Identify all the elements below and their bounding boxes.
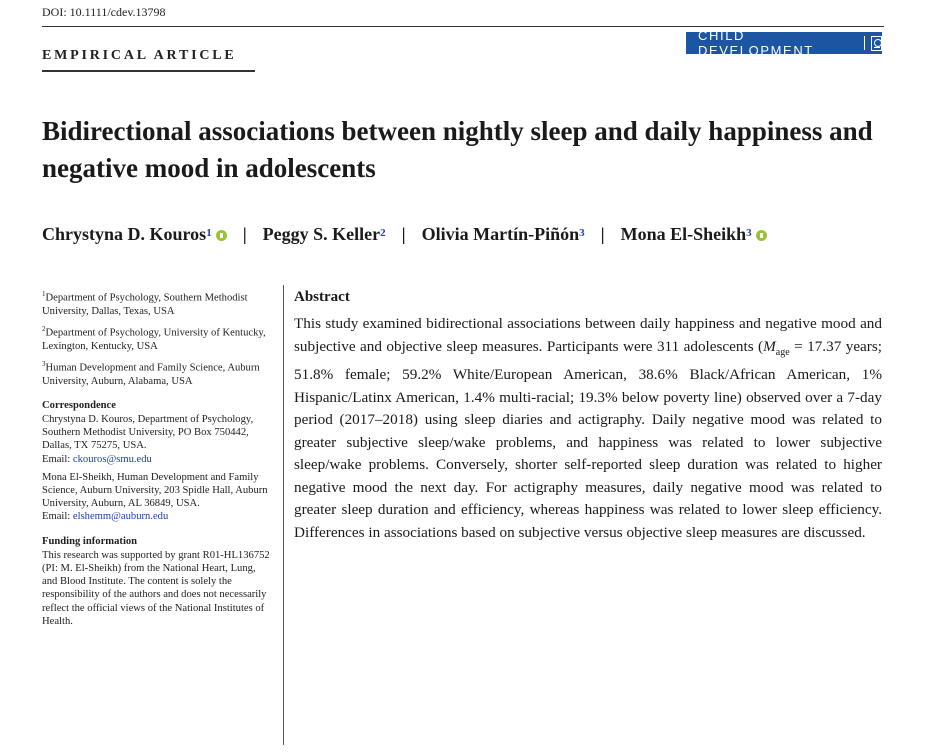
author-separator: | [242, 224, 247, 244]
author-name[interactable]: Olivia Martín-Piñón [421, 224, 580, 244]
affiliation: $^3$Human Development and Family Science, Auburn University, Auburn, Alabama, USA [42, 359, 260, 387]
column-divider [283, 285, 284, 745]
doi: DOI: 10.1111/cdev.13798 [42, 5, 166, 19]
funding-heading: Funding information [42, 535, 138, 547]
article-sidebar [42, 288, 270, 633]
author-name[interactable]: Peggy S. Keller [262, 224, 381, 244]
correspondence-heading: Correspondence [42, 399, 116, 411]
abstract-text: This study examined bidirectional associations between daily happiness and negative mood and subjective and objective sleep measures. Participants were 311 adolescents ($M_{age} = 17.37$ years; 51.8% female; 59.2% White/European American, 38.6% Black/African American, 1% Hispanic/Latinx American, 1.4% multi-racial; 19.3% below poverty line) observed over a 7-day period (2017–2018) using sleep diaries and actigraphy. Daily negative mood was related to greater subjective sleep/wake problems, and happiness was related to lower subjective sleep/wake problems. Conversely, shorter self-reported sleep duration was related to higher negative mood the next day. For actigraphy measures, daily negative mood was related to greater sleep duration and efficiency, whereas happiness was related to lower sleep efficiency. Differences in associations based on subjective versus objective sleep measures are discussed. [294, 315, 882, 541]
article-title: Bidirectional associations between nightly sleep and daily happiness and negative mood in adolescents [42, 116, 873, 183]
correspondence-entry: Chrystyna D. Kouros, Department of Psychology, Southern Methodist University, PO Box 750442, Dallas, TX 75275, USA. Email: ckouros@smu.edu [42, 414, 254, 465]
orcid-icon[interactable] [756, 230, 767, 241]
journal-divider [864, 36, 865, 50]
author-separator: | [401, 224, 406, 244]
email-link[interactable]: ckouros@smu.edu [72, 453, 152, 465]
orcid-icon[interactable] [216, 230, 227, 241]
email-link[interactable]: elshemm@auburn.edu [72, 511, 169, 523]
author-list: Chrystyna D. Kouros $^1$ | Peggy S. Keller $^2$ | Olivia Martín-Piñón $^3$ | Mona El-Sheikh $^3$ [42, 224, 922, 245]
funding-text: This research was supported by grant R01-HL136752 (PI: M. El-Sheikh) from the National Heart, Lung, and Blood Institute. The content is solely the responsibility of the authors and does not necessarily reflect the official views of the National Institutes of Health. [42, 549, 270, 627]
correspondence-entry: Mona El-Sheikh, Human Development and Family Science, Auburn University, 203 Spidle Hall, Auburn University, Auburn, AL 36849, USA. Email: elshemm@auburn.edu [42, 471, 268, 523]
author-separator: | [600, 224, 605, 244]
society-logo-icon [871, 36, 882, 51]
author-name[interactable]: Mona El-Sheikh [620, 224, 747, 244]
article-type-underline [42, 70, 255, 72]
affiliation: $^1$Department of Psychology, Southern Methodist University, Dallas, Texas, USA [42, 290, 248, 317]
abstract-heading: Abstract [294, 289, 350, 305]
article-type: EMPIRICAL ARTICLE [42, 48, 237, 63]
journal-banner[interactable] [686, 28, 882, 58]
journal-name: CHILD DEVELOPMENT [698, 28, 814, 58]
author-name[interactable]: Chrystyna D. Kouros [42, 224, 207, 244]
affiliation: $^2$Department of Psychology, University of Kentucky, Lexington, Kentucky, USA [42, 324, 266, 352]
header-rule [42, 26, 884, 27]
